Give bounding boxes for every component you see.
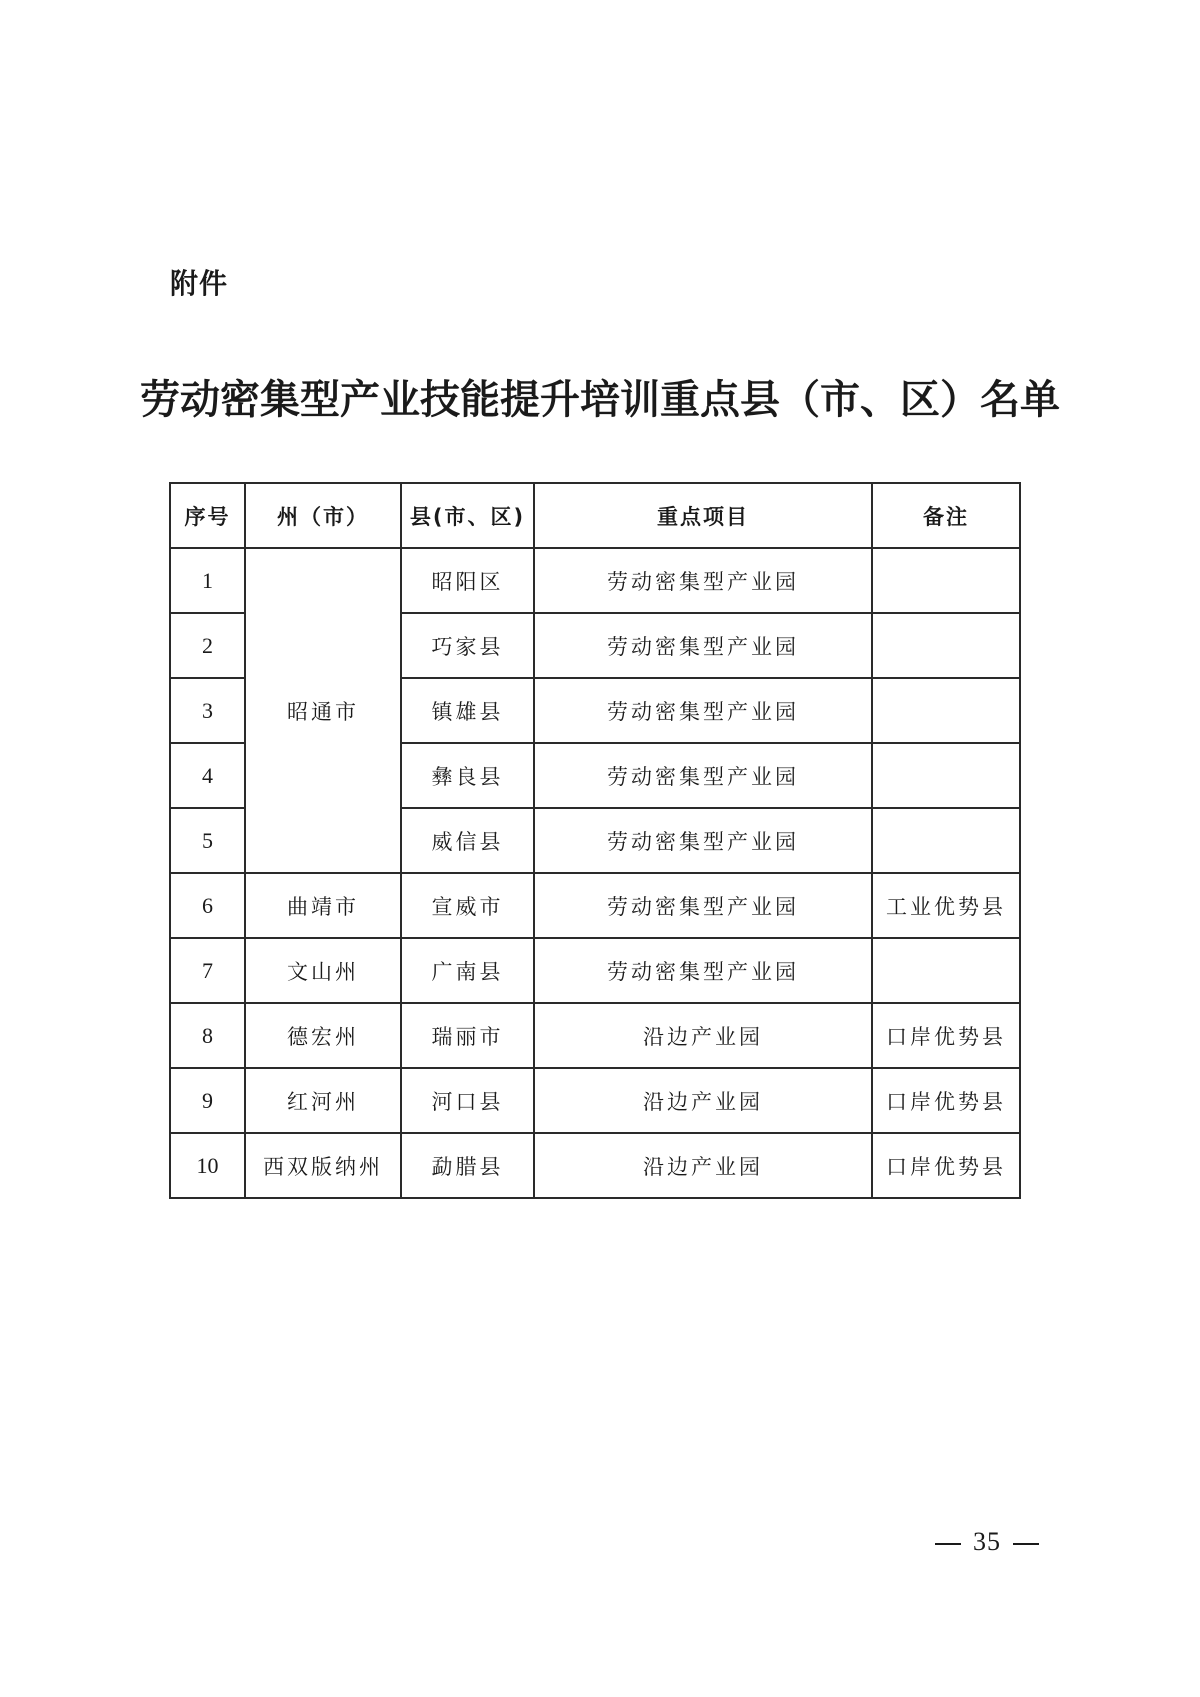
cell-county: 河口县: [401, 1068, 534, 1133]
cell-seq: 8: [170, 1003, 245, 1068]
header-project: 重点项目: [534, 483, 872, 548]
cell-prefecture: 红河州: [245, 1068, 401, 1133]
page-number-dash-left: [935, 1543, 961, 1545]
cell-project: 劳动密集型产业园: [534, 678, 872, 743]
cell-project: 劳动密集型产业园: [534, 938, 872, 1003]
cell-seq: 2: [170, 613, 245, 678]
table-row: [170, 1003, 1020, 1068]
cell-remark: [872, 678, 1020, 743]
cell-seq: 7: [170, 938, 245, 1003]
cell-county: 广南县: [401, 938, 534, 1003]
cell-remark: 口岸优势县: [872, 1068, 1020, 1133]
cell-seq: 9: [170, 1068, 245, 1133]
table-row: [170, 938, 1020, 1003]
cell-remark: [872, 808, 1020, 873]
page-number-value: 35: [973, 1527, 1001, 1556]
cell-remark: 工业优势县: [872, 873, 1020, 938]
cell-project: 劳动密集型产业园: [534, 743, 872, 808]
table-row: [170, 548, 1020, 613]
page-number: [912, 1527, 1062, 1557]
cell-prefecture: 文山州: [245, 938, 401, 1003]
cell-remark: 口岸优势县: [872, 1133, 1020, 1198]
cell-seq: 10: [170, 1133, 245, 1198]
cell-county: 宣威市: [401, 873, 534, 938]
cell-county: 彝良县: [401, 743, 534, 808]
cell-remark: [872, 743, 1020, 808]
cell-seq: 3: [170, 678, 245, 743]
cell-seq: 5: [170, 808, 245, 873]
attachment-label: 附件: [170, 267, 229, 300]
header-county: 县(市、区): [401, 483, 534, 548]
page-number-dash-right: [1013, 1543, 1039, 1545]
cell-remark: 口岸优势县: [872, 1003, 1020, 1068]
header-seq: 序号: [170, 483, 245, 548]
table-row: [170, 873, 1020, 938]
cell-seq: 1: [170, 548, 245, 613]
table-row: [170, 1068, 1020, 1133]
cell-project: 劳动密集型产业园: [534, 613, 872, 678]
cell-project: 劳动密集型产业园: [534, 548, 872, 613]
cell-remark: [872, 938, 1020, 1003]
document-title: 劳动密集型产业技能提升培训重点县（市、区）名单: [140, 376, 1060, 423]
county-list-table: [169, 482, 1021, 1199]
cell-project: 劳动密集型产业园: [534, 808, 872, 873]
table-row: [170, 1133, 1020, 1198]
cell-county: 勐腊县: [401, 1133, 534, 1198]
cell-county: 镇雄县: [401, 678, 534, 743]
cell-seq: 4: [170, 743, 245, 808]
cell-prefecture: 昭通市: [245, 548, 401, 873]
cell-county: 昭阳区: [401, 548, 534, 613]
cell-project: 劳动密集型产业园: [534, 873, 872, 938]
header-remark: 备注: [872, 483, 1020, 548]
cell-county: 威信县: [401, 808, 534, 873]
cell-county: 巧家县: [401, 613, 534, 678]
cell-county: 瑞丽市: [401, 1003, 534, 1068]
cell-prefecture: 德宏州: [245, 1003, 401, 1068]
cell-remark: [872, 548, 1020, 613]
cell-seq: 6: [170, 873, 245, 938]
header-prefecture: 州（市）: [245, 483, 401, 548]
cell-prefecture: 西双版纳州: [245, 1133, 401, 1198]
cell-project: 沿边产业园: [534, 1003, 872, 1068]
cell-project: 沿边产业园: [534, 1068, 872, 1133]
cell-project: 沿边产业园: [534, 1133, 872, 1198]
cell-remark: [872, 613, 1020, 678]
table-header-row: [170, 483, 1020, 548]
cell-prefecture: 曲靖市: [245, 873, 401, 938]
